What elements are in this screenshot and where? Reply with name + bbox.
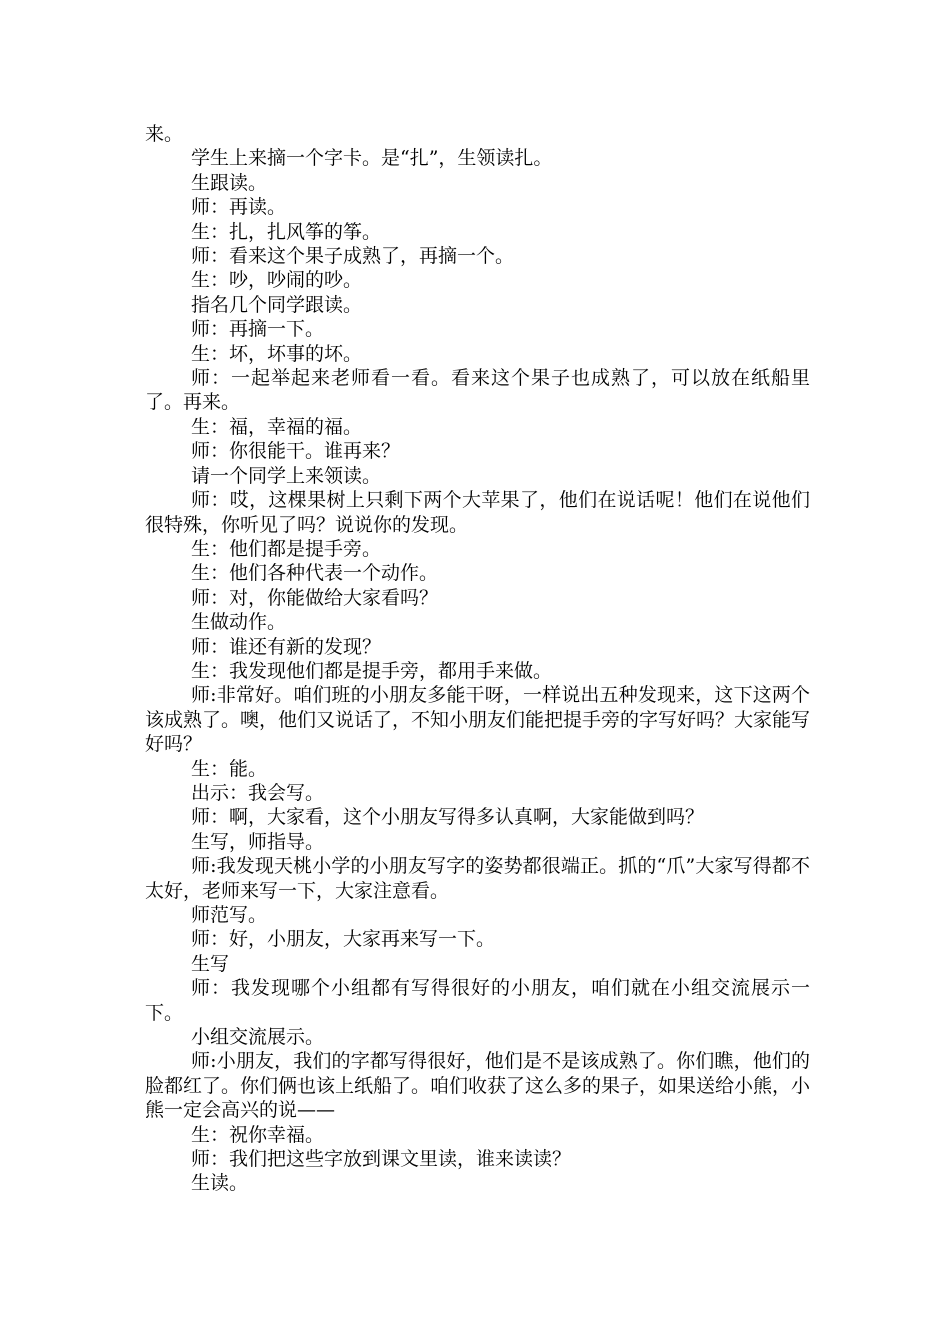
dialogue-paragraph: 师:我发现天桃小学的小朋友写字的姿势都很端正。抓的“爪”大家写得都不太好，老师来写一下，大家注意看。 [145,855,810,902]
dialogue-paragraph: 师：我发现哪个小组都有写得很好的小朋友，咱们就在小组交流展示一下。 [145,977,810,1024]
dialogue-paragraph: 生写 [191,952,230,975]
dialogue-paragraph: 指名几个同学跟读。 [191,293,363,316]
dialogue-paragraph: 生：他们各种代表一个动作。 [191,562,439,585]
dialogue-paragraph: 出示：我会写。 [191,781,325,804]
dialogue-paragraph: 师:非常好。咱们班的小朋友多能干呀，一样说出五种发现来，这下这两个该成熟了。噢，他们又说话了，不知小朋友们能把提手旁的字写好吗？大家能写好吗？ [145,684,811,756]
dialogue-paragraph: 生跟读。 [191,171,268,194]
dialogue-paragraph: 生：福，幸福的福。 [191,415,363,438]
dialogue-paragraph: 生做动作。 [191,611,287,634]
dialogue-paragraph: 师：对，你能做给大家看吗？ [191,586,439,609]
dialogue-paragraph: 师范写。 [191,904,268,926]
dialogue-paragraph: 生：祝你幸福。 [191,1123,325,1146]
dialogue-paragraph: 生：扎，扎风筝的筝。 [191,220,382,243]
dialogue-paragraph: 师：啊，大家看，这个小朋友写得多认真啊，大家能做到吗？ [191,806,705,829]
dialogue-paragraph: 师：再读。 [191,196,287,219]
dialogue-paragraph: 生读。 [191,1172,249,1195]
dialogue-paragraph: 师：谁还有新的发现？ [191,635,382,658]
dialogue-paragraph: 师:小朋友，我们的字都写得很好，他们是不是该成熟了。你们瞧，他们的脸都红了。你们俩也该上纸船了。咱们收获了这么多的果子，如果送给小熊，小熊一定会高兴的说—— [145,1050,811,1122]
dialogue-paragraph: 师：我们把这些字放到课文里读，谁来读读？ [191,1148,572,1171]
document-body [145,122,810,1196]
dialogue-paragraph: 生：吵，吵闹的吵。 [191,269,363,292]
dialogue-paragraph: 师：哎，这棵果树上只剩下两个大苹果了，他们在说话呢！他们在说他们很特殊，你听见了吗？说说你的发现。 [145,489,810,536]
dialogue-paragraph: 生：我发现他们都是提手旁，都用手来做。 [191,659,553,682]
dialogue-paragraph: 师：你很能干。谁再来？ [191,440,401,463]
dialogue-paragraph: 生：坏，坏事的坏。 [191,342,363,365]
dialogue-paragraph: 学生上来摘一个字卡。是“扎”，生领读扎。 [191,147,553,170]
dialogue-paragraph: 生：能。 [191,757,268,780]
dialogue-paragraph: 师：一起举起来老师看一看。看来这个果子也成熟了，可以放在纸船里了。再来。 [145,367,810,414]
dialogue-paragraph: 师：好，小朋友，大家再来写一下。 [191,928,496,951]
dialogue-paragraph: 请一个同学上来领读。 [191,464,382,487]
dialogue-paragraph: 来。 [145,123,184,145]
dialogue-paragraph: 生：他们都是提手旁。 [191,537,382,560]
dialogue-paragraph: 小组交流展示。 [191,1026,325,1049]
dialogue-paragraph: 师：再摘一下。 [191,318,325,341]
dialogue-paragraph: 师：看来这个果子成熟了，再摘一个。 [191,245,515,268]
dialogue-paragraph: 生写，师指导。 [191,830,325,853]
